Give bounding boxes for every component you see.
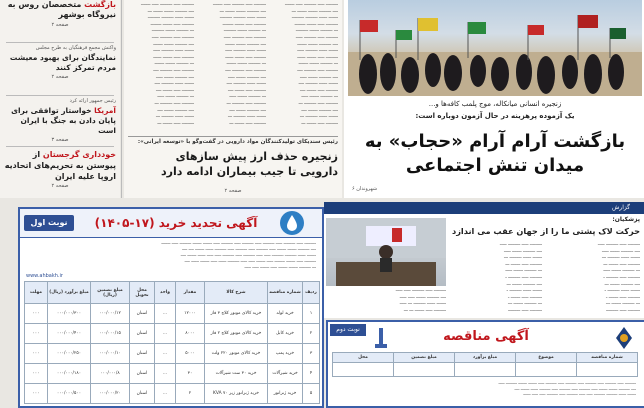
table-row (25, 324, 320, 344)
table-cell: ۸۰۰۰ (176, 324, 205, 344)
tender-th: مقدار (176, 282, 205, 304)
left-item-1-page: صفحه ۲ (51, 22, 69, 28)
tender-website[interactable]: www.ahbakh.ir (26, 273, 63, 279)
table-cell: استان (130, 324, 155, 344)
table-row (25, 304, 320, 324)
left-item-4-red: خودداری گرجستان (42, 150, 116, 159)
table-cell: ۳۰ (176, 364, 205, 384)
bid-th: شماره مناقصه (577, 353, 638, 363)
table-cell: ۰۰۰ (25, 344, 48, 364)
bid-th: موضوع (516, 353, 577, 363)
tender-table (24, 281, 320, 404)
hero-section (344, 0, 644, 198)
tender-th: شرح کالا (205, 282, 268, 304)
report-tag: گزارش (611, 204, 631, 211)
bid-body-text: ـــــــــ ـــــ ـــــــــ ـــــ ـــــــــ ـــــ ـــــــــ ـــــ ـــــــــ ـــــ ـــــــ ـــــــ ـــــــــ ـــــ ــــ ـــــــــ ـــــــ ـــــــ ـــــ ـــــــــ ـــــ ـــــــــ ـــــ ـــــــــ ــــــ ـــــــ ــــ ـــــــ ــــــ ـــــــــ ـــــــــ ـــــ ـــــ ـــــــــ ـــــ ـــــــــ ـــــ ـــــ ــــــ (498, 380, 636, 397)
bid-ad[interactable] (326, 320, 644, 408)
table-cell: ۱۲۰۰۰ (176, 304, 205, 324)
bid-table-header (333, 353, 638, 363)
report-kicker: پزشکیان: (612, 216, 640, 223)
left-item-2-pre: واکنش مجمع فرهنگیان به طرح مجلس (35, 45, 116, 51)
tender-intro-text: ـــــــــ ـــــ ـــــــــ ـــــ ـــــــــ ـــــ ـــــــــ ـــــ ـــــــــ ـــــ ـــــــ ـــــــ ـــــــــ ـــــ ـــــــ ــــ ـــــــــ ـــــــ ـــــــ ـــــ ـــــــــ ـــــ ـــــــــ ـــــ ـــــــــ ــــــ ـــــــ ــــ ــــ ـــــــ ــــــ ـــــــــ ـــــــــ ـــــ ـــــ ـــــــــ ـــــ ـــــــــ ـــــ ـــــ ــــــ ـــــــ ــــ ـــــــــ ـــــ ـــــــ ــــــــ ـــــ ـــــــ ـــــ ـــــ ـــــــــ ــــــ ـــــ ـــــــ ــــــ ــــ ـــ ـــــــــ ـــــــ ـــــــ ـــــ ـــــــ ـــــ ـــــ (161, 241, 316, 270)
tender-ad-header (20, 209, 322, 238)
table-cell: ۰۰۰ (25, 324, 48, 344)
table-cell: استان (130, 364, 155, 384)
speaker-image (326, 218, 446, 286)
table-cell: ۵۰۰۰ (176, 344, 205, 364)
table-row (333, 363, 638, 377)
table-cell: ۲ (303, 324, 320, 344)
table-cell: ۰۰۰/۰۰۰/۱۲ (91, 304, 130, 324)
water-company-logo-icon (280, 211, 304, 235)
left-item-4-headline (4, 149, 116, 182)
bid-th: مبلغ برآورد (455, 353, 516, 363)
left-item-4-page: صفحه ۲ (51, 183, 69, 189)
left-item-3-headline (4, 106, 116, 136)
table-cell: خرید شیرآلات (268, 364, 303, 384)
tender-th: شماره مناقصه (268, 282, 303, 304)
tender-th: مبلغ تضمین (ریال) (91, 282, 130, 304)
tender-round: نوبت اول (30, 218, 68, 227)
table-cell: ۰۰۰/۰۰۰/۱۰ (91, 344, 130, 364)
left-item-2-headline: نمایندگان برای بهبود معیشت مردم تمرکز کنند (9, 53, 116, 72)
table-cell: ۴ (303, 364, 320, 384)
table-cell: ۵ (303, 384, 320, 404)
bid-th: مبلغ تضمین (394, 353, 455, 363)
table-cell: ۰۰۰/۰۰۰/۳۰۰ (48, 304, 91, 324)
table-cell: ۲ (176, 384, 205, 404)
table-cell: ۰۰۰/۰۰۰/۸ (91, 364, 130, 384)
left-news-column (0, 0, 120, 198)
tender-th: محل تحویل (130, 282, 155, 304)
tender-round-badge (24, 215, 74, 231)
left-item-4-rest: از پیوستن به تحریم‌های اتحادیه اروپا علیه ایران (4, 150, 116, 181)
table-cell: خرید کالای موتور ۲۲۰ ولت (205, 344, 268, 364)
table-row (25, 364, 320, 384)
bid-round: نوبت دوم (336, 326, 360, 333)
left-item-1-red: بازگشت (84, 0, 116, 9)
table-cell: خرید ۳۰ ست شیرآلات (205, 364, 268, 384)
left-item-3-rest: خواستار توافقی برای پایان دادن به جنگ با ایران است (11, 106, 116, 135)
report-headline[interactable]: حرکت لاک پشتی ما را از جهان عقب می اندازد (452, 226, 640, 236)
table-cell: خرید کالای موتور کلاچ ۲ فاز (205, 324, 268, 344)
hero-photo[interactable] (348, 0, 642, 96)
tender-title: آگهی تجدید خرید (۱۷-۱۴۰۵) (94, 216, 258, 230)
bid-round-badge (330, 324, 366, 336)
left-item-3[interactable] (4, 98, 116, 144)
table-cell: ۰۰۰/۰۰۰/۲۵۰ (48, 344, 91, 364)
table-cell: ۰۰۰/۰۰۰/۴۰۰ (48, 324, 91, 344)
left-item-4[interactable] (4, 149, 116, 195)
table-cell: استان (130, 344, 155, 364)
body-text-col-3: ـــــــــ ـــــ ـــــــــ ـــــ ـــــــ ــــ ـــــــــ ـــــــ ـــــــ ـــ ـــــــ ــــــ ـــــــــ ـــــــــ ـــــــــ ـــــ ـــــــ ــــــــ ـــ ـــــــــ ـــــــ ـــــــــ ـــــــــ ـــــ ـــــــــ ـــــ ــــ ـــــــــ ـــــــ ـــــــ ـــــــ ــــــ ـــــــــ ـــــ ـــــــــ ـــــ ـــــــ ــــــ ـــ ـــــــــ ـــــــ ـــــــ ـــــــــ ـــــ ـــــــــ ــــ ــــ ـــــــــ ـــــــ ـــــ ـــــــ ــــــ ـــــــــ ــــ ـــــــــ ـــــ ـــــــ ــــ ـــ ـــــــــ ـــــــ ـــــ ـــــــــ ـــــ ـــــــــ ـــ ــــ ـــــــــ ـــــــ ــــ ـــــــ ــــــ ـــــــــ ـــ ـــــــــ ـــــ ـــــــ ـــ (285, 2, 338, 126)
left-item-1[interactable] (4, 0, 116, 40)
table-cell: استان (130, 304, 155, 324)
body-text-col-2: ـــــــــ ـــــ ـــــــــ ـــــ ـــــــ ــــ ـــــــــ ـــــــ ـــــــ ـــ ـــــــ ــــــ ـــــــــ ـــــــــ ـــــــــ ـــــ ـــــــ ــــــــ ـــ ـــــــــ ـــــــ ـــــــــ ـــــــــ ـــــ ـــــــــ ـــــ ــــ ـــــــــ ـــــــ ـــــــ ـــــــ ــــــ ـــــــــ ـــــ ـــــــــ ـــــ ـــــــ ــــــ ـــ ـــــــــ ـــــــ ـــــــ ـــــــــ ـــــ ـــــــــ ــــ ــــ ـــــــــ ـــــــ ـــــ ـــــــ ــــــ ـــــــــ ــــ ـــــــــ ـــــ ـــــــ ــــ ـــ ـــــــــ ـــــــ ـــــ ـــــــــ ـــــ ـــــــــ ـــ ــــ ـــــــــ ـــــــ ــــ ـــــــ ــــــ ـــــــــ ـــ ـــــــــ ـــــ ـــــــ ـــ (213, 2, 266, 126)
report-section (324, 202, 644, 318)
table-cell: ... (155, 324, 176, 344)
tender-ad[interactable] (18, 207, 324, 408)
table-cell: ... (155, 304, 176, 324)
seal-icon (374, 326, 388, 350)
body-text-col-1: ـــــــــ ـــــ ـــــــــ ـــــ ـــــــ ــــ ـــــــــ ـــــــ ـــــــ ـــ ـــــــ ــــــ ـــــــــ ـــــــــ ـــــــــ ـــــ ـــــــ ــــــــ ـــ ـــــــــ ـــــــ ـــــــــ ـــــــــ ـــــ ـــــــــ ـــــ ــــ ـــــــــ ـــــــ ـــــــ ـــــــ ــــــ ـــــــــ ـــــ ـــــــــ ـــــ ـــــــ ــــــ ـــ ـــــــــ ـــــــ ـــــــ ـــــــــ ـــــ ـــــــــ ــــ ــــ ـــــــــ ـــــــ ـــــ ـــــــ ــــــ ـــــــــ ــــ ـــــــــ ـــــ ـــــــ ــــ ـــ ـــــــــ ـــــــ ـــــ ـــــــــ ـــــ ـــــــــ ـــ ــــ ـــــــــ ـــــــ ــــ ـــــــ ــــــ ـــــــــ ـــ ـــــــــ ـــــ ـــــــ ـــ (141, 2, 194, 126)
table-cell: ... (155, 384, 176, 404)
table-cell: ۰۰۰/۰۰۰/۱۵ (91, 324, 130, 344)
table-cell: خرید پمپ (268, 344, 303, 364)
report-body-right: ـــــــــ ـــــ ـــــــــ ـــــ ــــ ـــــــــ ـــــــ ـــــ ـــــــ ــــــ ـــــــــ ـــ ـــــــــ ـــــ ـــــــ ـــ ـــ ـــــــــ ـــــــ ـــــ ـــــــــ ـــــ ـــــــــ ـ ــــ ـــــــــ ـــــــ ـــ ـــــــ ــــــ ـــــــــ ـ ـــــــــ ـــــ ـــــــ ـ ـــ ـــــــــ ـــــــ ـــ ـــــــــ ـــــ ـــــــــ (597, 242, 640, 313)
tender-th: ردیف (303, 282, 320, 304)
middle-page: صفحه ۲ (224, 188, 242, 194)
bid-th: محل (333, 353, 394, 363)
table-cell: ۰۰۰/۰۰۰/۵۰۰ (48, 384, 91, 404)
table-cell: ۰۰۰ (25, 384, 48, 404)
table-cell: خرید کالای موتور کلاچ ۳ فاز (205, 304, 268, 324)
table-cell: ۳ (303, 344, 320, 364)
table-cell: ۰۰۰ (25, 364, 48, 384)
tender-th: واحد (155, 282, 176, 304)
table-row (25, 344, 320, 364)
tender-table-header (25, 282, 320, 304)
table-cell: خرید لوله (268, 304, 303, 324)
middle-kicker: رئیس سندیکای تولیدکنندگان مواد دارویی در گفت‌وگو با «توسعه ایرانی»: (137, 139, 338, 145)
table-cell: ۰۰۰/۰۰۰/۲۰ (91, 384, 130, 404)
report-body-mid: ـــــــــ ـــــ ـــــــــ ـــــ ــــ ـــــــــ ـــــــ ـــــ ـــــــ ــــــ ـــــــــ ـــ ـــــــــ ـــــ ـــــــ ـــ ـــ ـــــــــ ـــــــ ـــــ ـــــــــ ـــــ ـــــــــ ـ ــــ ـــــــــ ـــــــ ـــ ـــــــ ــــــ ـــــــــ ـ ـــــــــ ـــــ ـــــــ ـ ـــ ـــــــــ ـــــــ ـــ ـــــــــ ـــــ ـــــــــ (499, 242, 542, 313)
protest-crowd-image (348, 0, 642, 96)
tender-th: مبلغ برآورد (ریال) (48, 282, 91, 304)
report-photo[interactable] (326, 218, 446, 286)
table-cell: خرید کابل (268, 324, 303, 344)
table-cell: ۰۰۰/۰۰۰/۱۸۰ (48, 364, 91, 384)
table-cell: استان (130, 384, 155, 404)
left-item-1-headline: متخصصان روس به نیروگاه بوشهر (7, 0, 116, 19)
tender-th: مهلت (25, 282, 48, 304)
middle-headline[interactable]: زنجیره حذف ارز پیش سازهای دارویی تا جیب بیماران ادامه دارد (161, 150, 338, 178)
hero-kicker: زنجیره انسانی میانکاله، موج پلمب کافه‌ها و... (428, 100, 562, 108)
table-row (25, 384, 320, 404)
left-item-3-pre: رئیس جمهور ارائه کرد (69, 98, 116, 104)
left-item-3-page: صفحه ۳ (51, 137, 69, 143)
left-item-2[interactable] (4, 45, 116, 91)
table-cell: ۰۰۰ (25, 304, 48, 324)
left-item-3-red: آمریکا (94, 106, 116, 115)
report-body-left: ـــــــــ ـــــ ـــــــــ ـــــ ـــــ ــــ ـــــــــ ـــــــ ـــــ ـــــ ـــــــ ــــــ ـــــــــ ـــ ـــــ ـــــــــ ـــــ ـــــــ ـــ ـــ (395, 288, 446, 313)
middle-column (124, 0, 342, 198)
bid-table (332, 352, 638, 377)
hero-page: شهروندان ۶ (352, 186, 378, 192)
table-cell: ... (155, 364, 176, 384)
hero-subkicker: یک آزموده پرهزینه در حال آزمون دوباره است: (415, 112, 575, 120)
bid-title: آگهی مناقصه (443, 329, 529, 344)
table-cell: ... (155, 344, 176, 364)
table-cell: خرید ژنراتور (268, 384, 303, 404)
table-cell: ۱ (303, 304, 320, 324)
table-cell: خرید ژنراتور زیر ۷۰ KVA (205, 384, 268, 404)
left-item-2-page: صفحه ۲ (51, 74, 69, 80)
oil-company-logo-icon (610, 324, 638, 352)
hero-headline[interactable]: بازگشت آرام آرام «حجاب» به میدان تنش اجتماعی (364, 131, 626, 176)
